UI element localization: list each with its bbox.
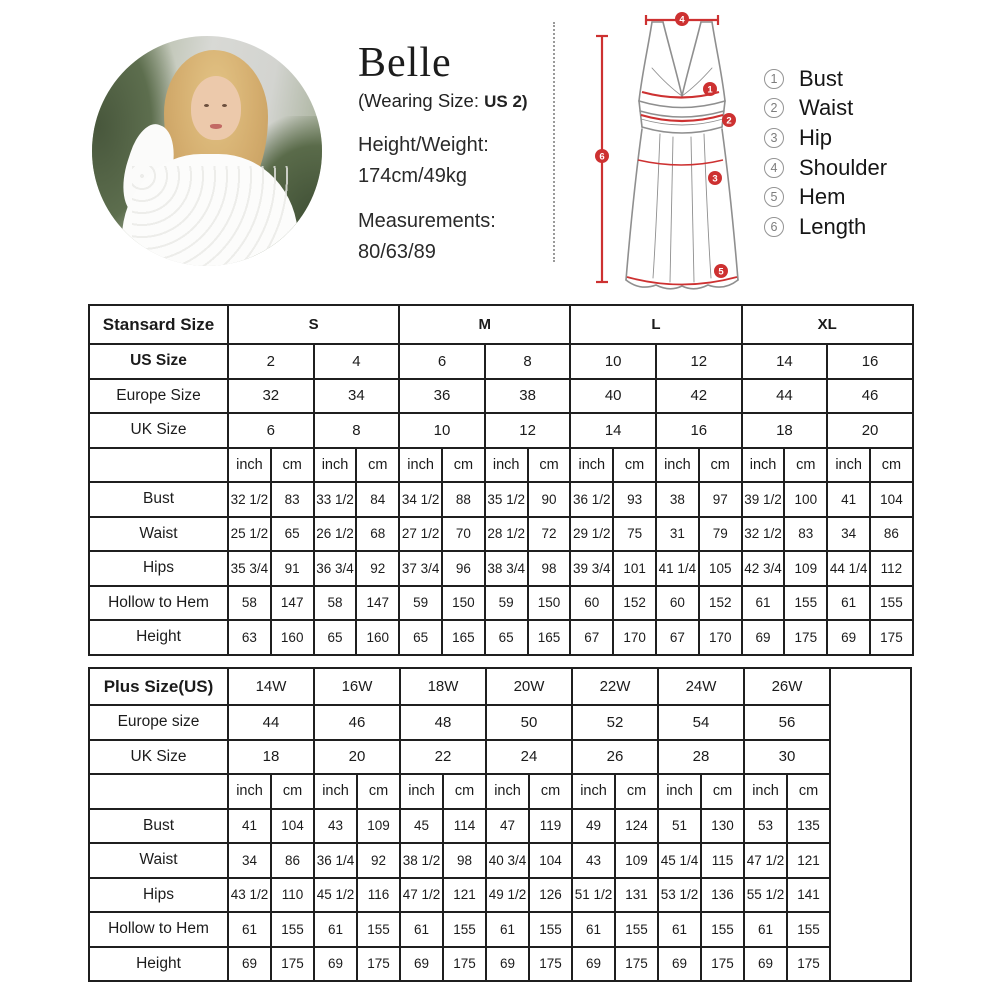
legend-label: Bust bbox=[799, 65, 844, 91]
measure-cell: 63 bbox=[228, 620, 271, 655]
size-group-cell: L bbox=[570, 305, 741, 344]
measure-cell: 104 bbox=[271, 809, 314, 844]
plus-size-table bbox=[88, 667, 912, 982]
measure-cell: 121 bbox=[443, 878, 486, 913]
wearing-size-prefix: (Wearing Size: bbox=[358, 90, 479, 112]
measure-cell: 160 bbox=[356, 620, 399, 655]
measure-cell: 39 3/4 bbox=[570, 551, 613, 586]
legend-item-length bbox=[764, 212, 887, 242]
measure-cell: 147 bbox=[356, 586, 399, 621]
measure-cell: 83 bbox=[784, 517, 827, 552]
measure-cell: 155 bbox=[787, 912, 830, 947]
measure-cell: 35 3/4 bbox=[228, 551, 271, 586]
size-value-cell: 14 bbox=[742, 344, 828, 379]
unit-header-cell: cm bbox=[271, 774, 314, 809]
measure-cell: 34 bbox=[228, 843, 271, 878]
size-group-cell: XL bbox=[742, 305, 913, 344]
measure-cell: 69 bbox=[486, 947, 529, 982]
measure-cell: 42 3/4 bbox=[742, 551, 785, 586]
measure-cell: 141 bbox=[787, 878, 830, 913]
measure-cell: 38 3/4 bbox=[485, 551, 528, 586]
measurements-value: 80/63/89 bbox=[358, 241, 436, 264]
row-label-cell: UK Size bbox=[89, 740, 228, 775]
measure-cell: 175 bbox=[357, 947, 400, 982]
measurement-lines bbox=[596, 15, 737, 285]
measure-cell: 36 3/4 bbox=[314, 551, 357, 586]
measure-cell: 61 bbox=[486, 912, 529, 947]
measure-cell: 155 bbox=[701, 912, 744, 947]
measure-cell: 72 bbox=[528, 517, 571, 552]
unit-header-cell: cm bbox=[356, 448, 399, 483]
size-group-cell: 16W bbox=[314, 668, 400, 705]
size-value-cell: 12 bbox=[485, 413, 571, 448]
measure-cell: 41 bbox=[827, 482, 870, 517]
measure-cell: 150 bbox=[528, 586, 571, 621]
measure-cell: 47 1/2 bbox=[400, 878, 443, 913]
circled-number-icon: 1 bbox=[764, 69, 784, 89]
legend-item-shoulder bbox=[764, 153, 887, 183]
size-group-cell: 18W bbox=[400, 668, 486, 705]
measure-cell: 25 1/2 bbox=[228, 517, 271, 552]
unit-header-cell: inch bbox=[314, 774, 357, 809]
standard-size-table bbox=[88, 304, 914, 656]
measure-cell: 101 bbox=[613, 551, 656, 586]
unit-header-cell: cm bbox=[787, 774, 830, 809]
measure-cell: 38 bbox=[656, 482, 699, 517]
marker-hem: 5 bbox=[718, 266, 724, 278]
unit-header-cell: cm bbox=[357, 774, 400, 809]
unit-header-cell: cm bbox=[615, 774, 658, 809]
legend-item-hem bbox=[764, 182, 887, 212]
circled-number-icon: 6 bbox=[764, 217, 784, 237]
marker-waist: 2 bbox=[726, 115, 732, 127]
measure-cell: 61 bbox=[400, 912, 443, 947]
size-value-cell: 30 bbox=[744, 740, 830, 775]
measure-cell: 59 bbox=[485, 586, 528, 621]
measure-cell: 152 bbox=[613, 586, 656, 621]
measure-cell: 98 bbox=[443, 843, 486, 878]
unit-header-cell: inch bbox=[400, 774, 443, 809]
unit-header-cell: inch bbox=[827, 448, 870, 483]
measure-cell: 114 bbox=[443, 809, 486, 844]
legend-item-waist bbox=[764, 94, 887, 124]
measure-cell: 175 bbox=[870, 620, 913, 655]
row-label-cell: US Size bbox=[89, 344, 228, 379]
measure-cell: 105 bbox=[699, 551, 742, 586]
measure-cell: 29 1/2 bbox=[570, 517, 613, 552]
measure-cell: 69 bbox=[827, 620, 870, 655]
measure-cell: 65 bbox=[399, 620, 442, 655]
measure-cell: 104 bbox=[870, 482, 913, 517]
unit-header-cell: cm bbox=[442, 448, 485, 483]
measure-cell: 130 bbox=[701, 809, 744, 844]
measure-cell: 104 bbox=[529, 843, 572, 878]
legend-label: Hem bbox=[799, 184, 846, 210]
size-value-cell: 16 bbox=[656, 413, 742, 448]
marker-bust: 1 bbox=[707, 84, 713, 96]
measure-cell: 131 bbox=[615, 878, 658, 913]
measure-cell: 27 1/2 bbox=[399, 517, 442, 552]
measure-cell: 91 bbox=[271, 551, 314, 586]
measure-cell: 170 bbox=[699, 620, 742, 655]
measure-cell: 32 1/2 bbox=[228, 482, 271, 517]
model-lips bbox=[210, 124, 222, 129]
measure-cell: 69 bbox=[658, 947, 701, 982]
measure-cell: 55 1/2 bbox=[744, 878, 787, 913]
measure-cell: 136 bbox=[701, 878, 744, 913]
size-value-cell: 46 bbox=[827, 379, 913, 414]
measure-cell: 65 bbox=[485, 620, 528, 655]
size-value-cell: 18 bbox=[742, 413, 828, 448]
size-value-cell: 36 bbox=[399, 379, 485, 414]
size-group-cell: 24W bbox=[658, 668, 744, 705]
measure-cell: 86 bbox=[271, 843, 314, 878]
measure-cell: 115 bbox=[701, 843, 744, 878]
measure-cell: 69 bbox=[742, 620, 785, 655]
measure-cell: 84 bbox=[356, 482, 399, 517]
row-label-cell: Height bbox=[89, 620, 228, 655]
row-label-cell: Waist bbox=[89, 517, 228, 552]
measure-cell: 110 bbox=[271, 878, 314, 913]
measure-cell: 41 bbox=[228, 809, 271, 844]
measurements-label: Measurements: bbox=[358, 210, 496, 233]
measure-cell: 32 1/2 bbox=[742, 517, 785, 552]
measure-cell: 51 1/2 bbox=[572, 878, 615, 913]
measure-cell: 58 bbox=[314, 586, 357, 621]
size-group-cell: M bbox=[399, 305, 570, 344]
size-value-cell: 8 bbox=[314, 413, 400, 448]
size-value-cell: 20 bbox=[314, 740, 400, 775]
table-title-cell: Stansard Size bbox=[89, 305, 228, 344]
measure-cell: 175 bbox=[529, 947, 572, 982]
measure-cell: 69 bbox=[744, 947, 787, 982]
measure-cell: 155 bbox=[443, 912, 486, 947]
unit-header-cell: inch bbox=[228, 448, 271, 483]
measure-cell: 31 bbox=[656, 517, 699, 552]
size-value-cell: 18 bbox=[228, 740, 314, 775]
measure-cell: 155 bbox=[529, 912, 572, 947]
row-label-cell: Hips bbox=[89, 878, 228, 913]
model-face bbox=[191, 76, 241, 140]
legend-label: Length bbox=[799, 213, 867, 239]
measure-cell: 40 3/4 bbox=[486, 843, 529, 878]
unit-header-cell: inch bbox=[658, 774, 701, 809]
measure-cell: 150 bbox=[442, 586, 485, 621]
measure-cell: 175 bbox=[784, 620, 827, 655]
legend-label: Shoulder bbox=[799, 154, 888, 180]
measure-cell: 47 1/2 bbox=[744, 843, 787, 878]
measure-cell: 60 bbox=[656, 586, 699, 621]
measure-cell: 34 1/2 bbox=[399, 482, 442, 517]
measure-cell: 170 bbox=[613, 620, 656, 655]
row-label-cell: Waist bbox=[89, 843, 228, 878]
size-value-cell: 4 bbox=[314, 344, 400, 379]
unit-header-cell: cm bbox=[528, 448, 571, 483]
dress-outline bbox=[626, 22, 738, 289]
model-eye bbox=[204, 104, 209, 107]
measure-cell: 26 1/2 bbox=[314, 517, 357, 552]
unit-header-cell: inch bbox=[744, 774, 787, 809]
size-value-cell: 44 bbox=[228, 705, 314, 740]
measure-cell: 68 bbox=[356, 517, 399, 552]
size-value-cell: 44 bbox=[742, 379, 828, 414]
measure-cell: 28 1/2 bbox=[485, 517, 528, 552]
measure-cell: 155 bbox=[784, 586, 827, 621]
size-value-cell: 6 bbox=[228, 413, 314, 448]
unit-header-cell: cm bbox=[784, 448, 827, 483]
unit-header-cell: inch bbox=[572, 774, 615, 809]
measure-cell: 35 1/2 bbox=[485, 482, 528, 517]
circled-number-icon: 2 bbox=[764, 98, 784, 118]
size-group-cell: S bbox=[228, 305, 399, 344]
measure-cell: 53 1/2 bbox=[658, 878, 701, 913]
measure-cell: 38 1/2 bbox=[400, 843, 443, 878]
measure-cell: 69 bbox=[400, 947, 443, 982]
size-value-cell: 32 bbox=[228, 379, 314, 414]
circled-number-icon: 4 bbox=[764, 158, 784, 178]
marker-hip: 3 bbox=[712, 173, 718, 185]
measure-cell: 155 bbox=[357, 912, 400, 947]
measure-cell: 109 bbox=[615, 843, 658, 878]
measure-cell: 70 bbox=[442, 517, 485, 552]
measure-cell: 69 bbox=[314, 947, 357, 982]
legend-label: Waist bbox=[799, 95, 854, 121]
size-value-cell: 38 bbox=[485, 379, 571, 414]
model-info-block bbox=[358, 40, 550, 268]
measure-cell: 90 bbox=[528, 482, 571, 517]
measure-cell: 36 1/2 bbox=[570, 482, 613, 517]
measurement-legend bbox=[764, 64, 887, 242]
measure-cell: 61 bbox=[228, 912, 271, 947]
measure-cell: 160 bbox=[271, 620, 314, 655]
measure-cell: 93 bbox=[613, 482, 656, 517]
unit-header-cell: cm bbox=[443, 774, 486, 809]
measure-cell: 152 bbox=[699, 586, 742, 621]
measure-cell: 59 bbox=[399, 586, 442, 621]
measure-cell: 61 bbox=[314, 912, 357, 947]
measure-cell: 147 bbox=[271, 586, 314, 621]
measure-cell: 165 bbox=[442, 620, 485, 655]
unit-header-cell: inch bbox=[485, 448, 528, 483]
legend-item-hip bbox=[764, 123, 887, 153]
height-weight-value: 174cm/49kg bbox=[358, 165, 467, 188]
row-label-cell bbox=[89, 448, 228, 483]
legend-label: Hip bbox=[799, 124, 833, 150]
size-value-cell: 42 bbox=[656, 379, 742, 414]
unit-header-cell: cm bbox=[529, 774, 572, 809]
measure-cell: 83 bbox=[271, 482, 314, 517]
measure-cell: 61 bbox=[744, 912, 787, 947]
size-value-cell: 26 bbox=[572, 740, 658, 775]
measure-cell: 58 bbox=[228, 586, 271, 621]
measure-cell: 44 1/4 bbox=[827, 551, 870, 586]
size-group-cell: 22W bbox=[572, 668, 658, 705]
measure-cell: 155 bbox=[615, 912, 658, 947]
measure-cell: 109 bbox=[357, 809, 400, 844]
size-value-cell: 2 bbox=[228, 344, 314, 379]
measure-cell: 98 bbox=[528, 551, 571, 586]
measure-cell: 175 bbox=[443, 947, 486, 982]
size-value-cell: 56 bbox=[744, 705, 830, 740]
measure-cell: 69 bbox=[228, 947, 271, 982]
lace-pattern bbox=[132, 166, 288, 266]
measure-cell: 61 bbox=[572, 912, 615, 947]
measure-cell: 109 bbox=[784, 551, 827, 586]
measure-cell: 34 bbox=[827, 517, 870, 552]
size-value-cell: 8 bbox=[485, 344, 571, 379]
measure-cell: 126 bbox=[529, 878, 572, 913]
model-name: Belle bbox=[358, 40, 452, 86]
measure-cell: 119 bbox=[529, 809, 572, 844]
marker-length: 6 bbox=[599, 151, 605, 163]
row-label-cell: Bust bbox=[89, 809, 228, 844]
size-value-cell: 6 bbox=[399, 344, 485, 379]
measure-cell: 165 bbox=[528, 620, 571, 655]
size-value-cell: 52 bbox=[572, 705, 658, 740]
empty-cell bbox=[830, 668, 911, 981]
measure-cell: 67 bbox=[656, 620, 699, 655]
measure-cell: 175 bbox=[701, 947, 744, 982]
circled-number-icon: 3 bbox=[764, 128, 784, 148]
measure-cell: 116 bbox=[357, 878, 400, 913]
unit-header-cell: inch bbox=[570, 448, 613, 483]
measure-cell: 43 bbox=[314, 809, 357, 844]
unit-header-cell: inch bbox=[314, 448, 357, 483]
size-value-cell: 10 bbox=[399, 413, 485, 448]
model-eye bbox=[222, 104, 227, 107]
measure-cell: 155 bbox=[870, 586, 913, 621]
unit-header-cell: inch bbox=[228, 774, 271, 809]
row-label-cell: Hips bbox=[89, 551, 228, 586]
size-value-cell: 22 bbox=[400, 740, 486, 775]
measure-cell: 112 bbox=[870, 551, 913, 586]
measure-cell: 86 bbox=[870, 517, 913, 552]
measure-cell: 124 bbox=[615, 809, 658, 844]
marker-shoulder: 4 bbox=[679, 14, 685, 26]
measure-cell: 100 bbox=[784, 482, 827, 517]
size-value-cell: 16 bbox=[827, 344, 913, 379]
size-value-cell: 34 bbox=[314, 379, 400, 414]
unit-header-cell: cm bbox=[271, 448, 314, 483]
measure-cell: 96 bbox=[442, 551, 485, 586]
measure-cell: 37 3/4 bbox=[399, 551, 442, 586]
unit-header-cell: cm bbox=[613, 448, 656, 483]
size-value-cell: 20 bbox=[827, 413, 913, 448]
measure-cell: 51 bbox=[658, 809, 701, 844]
row-label-cell: Europe size bbox=[89, 705, 228, 740]
measure-cell: 45 bbox=[400, 809, 443, 844]
measure-cell: 92 bbox=[356, 551, 399, 586]
measure-cell: 60 bbox=[570, 586, 613, 621]
circled-number-icon: 5 bbox=[764, 187, 784, 207]
measure-cell: 61 bbox=[827, 586, 870, 621]
unit-header-cell: cm bbox=[870, 448, 913, 483]
dotted-divider bbox=[553, 22, 555, 262]
measure-cell: 175 bbox=[787, 947, 830, 982]
wearing-size bbox=[358, 90, 550, 112]
legend-item-bust bbox=[764, 64, 887, 94]
row-label-cell: Hollow to Hem bbox=[89, 586, 228, 621]
size-value-cell: 40 bbox=[570, 379, 656, 414]
measure-cell: 65 bbox=[271, 517, 314, 552]
size-group-cell: 14W bbox=[228, 668, 314, 705]
size-value-cell: 48 bbox=[400, 705, 486, 740]
size-group-cell: 20W bbox=[486, 668, 572, 705]
measure-cell: 49 bbox=[572, 809, 615, 844]
measure-cell: 92 bbox=[357, 843, 400, 878]
measure-cell: 97 bbox=[699, 482, 742, 517]
size-value-cell: 14 bbox=[570, 413, 656, 448]
measure-cell: 67 bbox=[570, 620, 613, 655]
measure-cell: 88 bbox=[442, 482, 485, 517]
unit-header-cell: inch bbox=[486, 774, 529, 809]
unit-header-cell: inch bbox=[399, 448, 442, 483]
measurement-markers bbox=[595, 12, 736, 278]
size-value-cell: 50 bbox=[486, 705, 572, 740]
measure-cell: 43 bbox=[572, 843, 615, 878]
measure-cell: 175 bbox=[271, 947, 314, 982]
size-value-cell: 28 bbox=[658, 740, 744, 775]
table-title-cell: Plus Size(US) bbox=[89, 668, 228, 705]
wearing-size-value: US 2) bbox=[484, 92, 528, 112]
size-value-cell: 12 bbox=[656, 344, 742, 379]
measure-cell: 49 1/2 bbox=[486, 878, 529, 913]
measure-cell: 65 bbox=[314, 620, 357, 655]
measure-cell: 36 1/4 bbox=[314, 843, 357, 878]
measure-cell: 69 bbox=[572, 947, 615, 982]
row-label-cell: Europe Size bbox=[89, 379, 228, 414]
row-label-cell: UK Size bbox=[89, 413, 228, 448]
measure-cell: 155 bbox=[271, 912, 314, 947]
measure-cell: 135 bbox=[787, 809, 830, 844]
row-label-cell: Height bbox=[89, 947, 228, 982]
size-group-cell: 26W bbox=[744, 668, 830, 705]
measure-cell: 121 bbox=[787, 843, 830, 878]
row-label-cell: Hollow to Hem bbox=[89, 912, 228, 947]
row-label-cell: Bust bbox=[89, 482, 228, 517]
unit-header-cell: cm bbox=[701, 774, 744, 809]
size-value-cell: 46 bbox=[314, 705, 400, 740]
measure-cell: 47 bbox=[486, 809, 529, 844]
measure-cell: 61 bbox=[742, 586, 785, 621]
unit-header-cell: inch bbox=[742, 448, 785, 483]
measure-cell: 45 1/2 bbox=[314, 878, 357, 913]
size-value-cell: 54 bbox=[658, 705, 744, 740]
measure-cell: 39 1/2 bbox=[742, 482, 785, 517]
size-value-cell: 24 bbox=[486, 740, 572, 775]
measure-cell: 43 1/2 bbox=[228, 878, 271, 913]
unit-header-cell: inch bbox=[656, 448, 699, 483]
measure-cell: 45 1/4 bbox=[658, 843, 701, 878]
measure-cell: 41 1/4 bbox=[656, 551, 699, 586]
row-label-cell bbox=[89, 774, 228, 809]
unit-header-cell: cm bbox=[699, 448, 742, 483]
measure-cell: 175 bbox=[615, 947, 658, 982]
measure-cell: 61 bbox=[658, 912, 701, 947]
measure-cell: 33 1/2 bbox=[314, 482, 357, 517]
measure-cell: 53 bbox=[744, 809, 787, 844]
size-value-cell: 10 bbox=[570, 344, 656, 379]
height-weight-label: Height/Weight: bbox=[358, 134, 489, 157]
measure-cell: 79 bbox=[699, 517, 742, 552]
dress-measurement-diagram bbox=[582, 8, 782, 298]
model-photo bbox=[92, 36, 322, 266]
measure-cell: 75 bbox=[613, 517, 656, 552]
